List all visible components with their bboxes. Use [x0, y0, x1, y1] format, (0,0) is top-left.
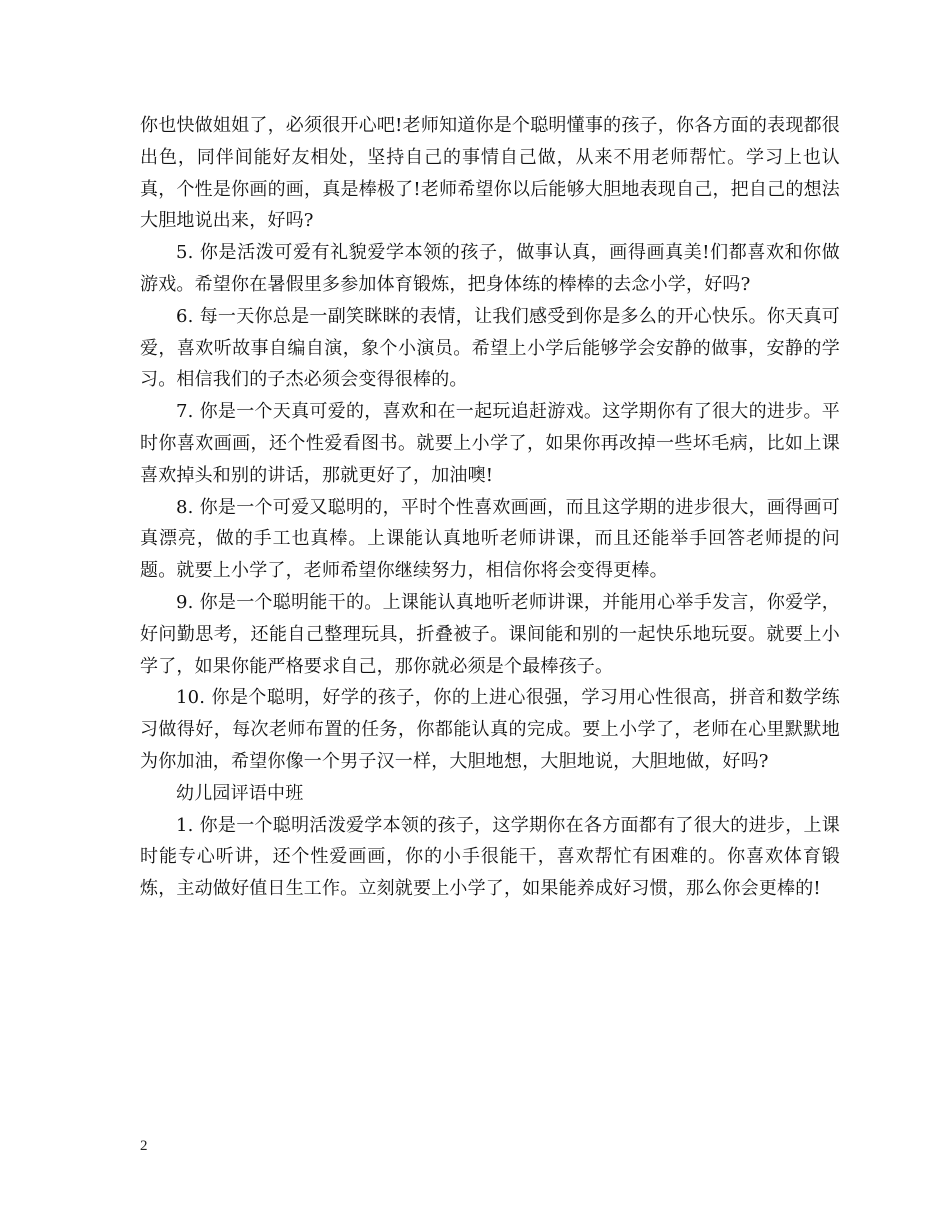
paragraph-item-5: 5. 你是活泼可爱有礼貌爱学本领的孩子，做事认真，画得画真美!们都喜欢和你做游戏。希望你在暑假里多参加体育锻炼，把身体练的棒棒的去念小学，好吗? [140, 242, 840, 295]
paragraph-item-1: 1. 你是一个聪明活泼爱学本领的孩子，这学期你在各方面都有了很大的进步，上课时能专心听讲，还个性爱画画，你的小手很能干，喜欢帮忙有困难的。你喜欢体育锻炼，主动做好值日生工作。立刻就要上小学了，如果能养成好习惯，那么你会更棒的! [140, 814, 840, 900]
document-body [140, 110, 840, 905]
paragraph-item-6: 6. 每一天你总是一副笑眯眯的表情，让我们感受到你是多么的开心快乐。你天真可爱，喜欢听故事自编自演，象个小演员。希望上小学后能够学会安静的做事，安静的学习。相信我们的子杰必须会变得很棒的。 [140, 305, 840, 391]
paragraph-item-10: 10. 你是个聪明，好学的孩子，你的上进心很强，学习用心性很高，拼音和数学练习做得好，每次老师布置的任务，你都能认真的完成。要上小学了，老师在心里默默地为你加油，希望你像一个男子汉一样，大胆地想，大胆地说，大胆地做，好吗? [140, 687, 840, 772]
paragraph-item-9: 9. 你是一个聪明能干的。上课能认真地听老师讲课，并能用心举手发言，你爱学，好问勤思考，还能自己整理玩具，折叠被子。课间能和别的一起快乐地玩耍。就要上小学了，如果你能严格要求自己，那你就必须是个最棒孩子。 [140, 591, 840, 677]
section-heading: 幼儿园评语中班 [176, 782, 304, 804]
paragraph-item-8: 8. 你是一个可爱又聪明的，平时个性喜欢画画，而且这学期的进步很大，画得画可真漂亮，做的手工也真棒。上课能认真地听老师讲课，而且还能举手回答老师提的问题。就要上小学了，老师希望你继续努力，相信你将会变得更棒。 [140, 496, 840, 582]
paragraph-intro: 你也快做姐姐了，必须很开心吧!老师知道你是个聪明懂事的孩子，你各方面的表现都很出色，同伴间能好友相处，坚持自己的事情自己做，从来不用老师帮忙。学习上也认真，个性是你画的画，真是棒极了!老师希望你以后能够大胆地表现自己，把自己的想法大胆地说出来，好吗? [140, 115, 840, 232]
page-number: 2 [140, 1138, 148, 1154]
paragraph-item-7: 7. 你是一个天真可爱的，喜欢和在一起玩追赶游戏。这学期你有了很大的进步。平时你喜欢画画，还个性爱看图书。就要上小学了，如果你再改掉一些坏毛病，比如上课喜欢掉头和别的讲话，那就更好了，加油噢! [140, 401, 840, 486]
